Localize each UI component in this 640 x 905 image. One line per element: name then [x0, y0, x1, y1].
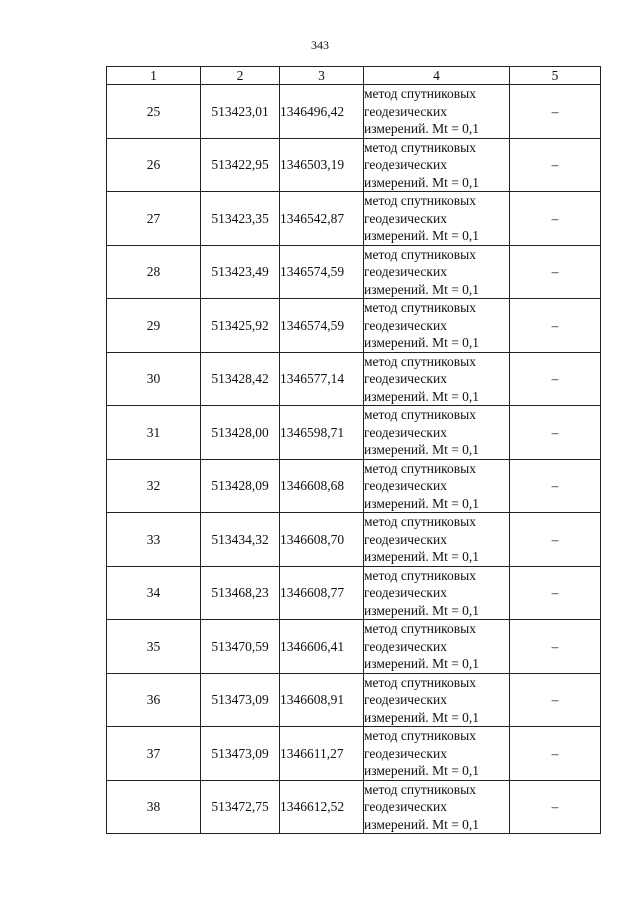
method-line: измерений. Mt = 0,1	[364, 121, 480, 136]
method-line: метод спутниковых	[364, 353, 476, 369]
header-col-5: 5	[510, 67, 601, 85]
note-cell: –	[510, 406, 601, 460]
method-line: измерений. Mt = 0,1	[364, 816, 480, 832]
method-line: метод спутниковых	[364, 567, 476, 583]
method-line: геодезических	[364, 692, 447, 707]
point-number-cell: 37	[107, 727, 201, 781]
x-coordinate-cell: 513472,75	[201, 780, 280, 834]
table-row	[107, 138, 601, 192]
method-cell	[364, 459, 510, 513]
method-line: измерений. Mt = 0,1	[364, 495, 480, 511]
method-line: метод спутниковых	[364, 674, 476, 690]
x-coordinate-cell: 513473,09	[201, 673, 280, 727]
header-col-4: 4	[364, 67, 510, 85]
x-coordinate-cell: 513422,95	[201, 138, 280, 192]
method-cell	[364, 406, 510, 460]
table-row	[107, 192, 601, 246]
y-coordinate-cell: 1346503,19	[280, 138, 364, 192]
y-coordinate-cell: 1346612,52	[280, 780, 364, 834]
y-coordinate-cell: 1346496,42	[280, 85, 364, 139]
method-line: измерений. Mt = 0,1	[364, 656, 480, 671]
method-line: измерений. Mt = 0,1	[364, 442, 480, 457]
method-cell	[364, 85, 510, 139]
method-line: измерений. Mt = 0,1	[364, 388, 480, 404]
x-coordinate-cell: 513425,92	[201, 299, 280, 353]
method-line: метод спутниковых	[364, 460, 476, 476]
method-cell	[364, 299, 510, 353]
note-cell: –	[510, 780, 601, 834]
point-number-cell: 33	[107, 513, 201, 567]
method-line: метод спутниковых	[364, 728, 476, 743]
point-number-cell: 36	[107, 673, 201, 727]
method-line: геодезических	[364, 531, 447, 547]
x-coordinate-cell: 513473,09	[201, 727, 280, 781]
method-cell	[364, 138, 510, 192]
point-number-cell: 32	[107, 459, 201, 513]
point-number-cell: 31	[107, 406, 201, 460]
method-line: геодезических	[364, 478, 447, 493]
method-line: геодезических	[364, 745, 447, 761]
x-coordinate-cell: 513428,00	[201, 406, 280, 460]
method-line: метод спутниковых	[364, 407, 476, 422]
table-body	[107, 85, 601, 834]
method-cell	[364, 780, 510, 834]
method-line: метод спутниковых	[364, 193, 476, 208]
table-row	[107, 459, 601, 513]
note-cell: –	[510, 566, 601, 620]
method-line: метод спутниковых	[364, 139, 476, 155]
table-row	[107, 299, 601, 353]
method-cell	[364, 620, 510, 674]
y-coordinate-cell: 1346611,27	[280, 727, 364, 781]
method-cell	[364, 245, 510, 299]
table-row	[107, 727, 601, 781]
method-line: измерений. Mt = 0,1	[364, 709, 480, 725]
y-coordinate-cell: 1346606,41	[280, 620, 364, 674]
page-number: 343	[311, 38, 329, 52]
method-cell	[364, 513, 510, 567]
point-number-cell: 25	[107, 85, 201, 139]
y-coordinate-cell: 1346608,91	[280, 673, 364, 727]
point-number-cell: 27	[107, 192, 201, 246]
method-line: измерений. Mt = 0,1	[364, 549, 480, 564]
method-line: геодезических	[364, 638, 447, 654]
method-line: геодезических	[364, 210, 447, 226]
y-coordinate-cell: 1346574,59	[280, 299, 364, 353]
table-row	[107, 352, 601, 406]
method-line: метод спутниковых	[364, 781, 476, 797]
x-coordinate-cell: 513468,23	[201, 566, 280, 620]
point-number-cell: 29	[107, 299, 201, 353]
point-number-cell: 35	[107, 620, 201, 674]
method-line: геодезических	[364, 371, 447, 386]
x-coordinate-cell: 513470,59	[201, 620, 280, 674]
method-line: геодезических	[364, 424, 447, 440]
note-cell: –	[510, 85, 601, 139]
method-line: геодезических	[364, 157, 447, 172]
method-line: метод спутниковых	[364, 246, 476, 262]
x-coordinate-cell: 513434,32	[201, 513, 280, 567]
table-row	[107, 620, 601, 674]
note-cell: –	[510, 727, 601, 781]
coordinates-table	[106, 66, 601, 834]
point-number-cell: 38	[107, 780, 201, 834]
note-cell: –	[510, 459, 601, 513]
method-line: измерений. Mt = 0,1	[364, 335, 480, 350]
table-row	[107, 780, 601, 834]
method-cell	[364, 673, 510, 727]
method-line: метод спутниковых	[364, 300, 476, 315]
method-cell	[364, 566, 510, 620]
note-cell: –	[510, 673, 601, 727]
method-line: измерений. Mt = 0,1	[364, 228, 480, 243]
method-line: метод спутниковых	[364, 621, 476, 636]
x-coordinate-cell: 513423,49	[201, 245, 280, 299]
y-coordinate-cell: 1346542,87	[280, 192, 364, 246]
method-cell	[364, 352, 510, 406]
x-coordinate-cell: 513423,35	[201, 192, 280, 246]
method-line: измерений. Mt = 0,1	[364, 174, 480, 190]
table-row	[107, 85, 601, 139]
point-number-cell: 34	[107, 566, 201, 620]
x-coordinate-cell: 513428,42	[201, 352, 280, 406]
header-col-3: 3	[280, 67, 364, 85]
note-cell: –	[510, 352, 601, 406]
table-row	[107, 406, 601, 460]
y-coordinate-cell: 1346608,70	[280, 513, 364, 567]
table-row	[107, 245, 601, 299]
header-col-2: 2	[201, 67, 280, 85]
point-number-cell: 30	[107, 352, 201, 406]
method-line: геодезических	[364, 317, 447, 333]
y-coordinate-cell: 1346608,77	[280, 566, 364, 620]
point-number-cell: 28	[107, 245, 201, 299]
method-line: измерений. Mt = 0,1	[364, 281, 480, 297]
note-cell: –	[510, 513, 601, 567]
y-coordinate-cell: 1346574,59	[280, 245, 364, 299]
method-line: геодезических	[364, 264, 447, 279]
header-col-1: 1	[107, 67, 201, 85]
note-cell: –	[510, 620, 601, 674]
method-line: геодезических	[364, 103, 447, 119]
method-line: метод спутниковых	[364, 86, 476, 101]
method-line: измерений. Mt = 0,1	[364, 763, 480, 778]
method-line: измерений. Mt = 0,1	[364, 602, 480, 618]
table-row	[107, 566, 601, 620]
table-row	[107, 673, 601, 727]
method-line: геодезических	[364, 585, 447, 600]
method-line: метод спутниковых	[364, 514, 476, 529]
method-cell	[364, 192, 510, 246]
table-row	[107, 513, 601, 567]
point-number-cell: 26	[107, 138, 201, 192]
note-cell: –	[510, 138, 601, 192]
note-cell: –	[510, 245, 601, 299]
y-coordinate-cell: 1346577,14	[280, 352, 364, 406]
x-coordinate-cell: 513423,01	[201, 85, 280, 139]
method-line: геодезических	[364, 799, 447, 814]
note-cell: –	[510, 299, 601, 353]
header-row	[107, 67, 601, 85]
y-coordinate-cell: 1346608,68	[280, 459, 364, 513]
note-cell: –	[510, 192, 601, 246]
table-header	[107, 67, 601, 85]
x-coordinate-cell: 513428,09	[201, 459, 280, 513]
method-cell	[364, 727, 510, 781]
y-coordinate-cell: 1346598,71	[280, 406, 364, 460]
